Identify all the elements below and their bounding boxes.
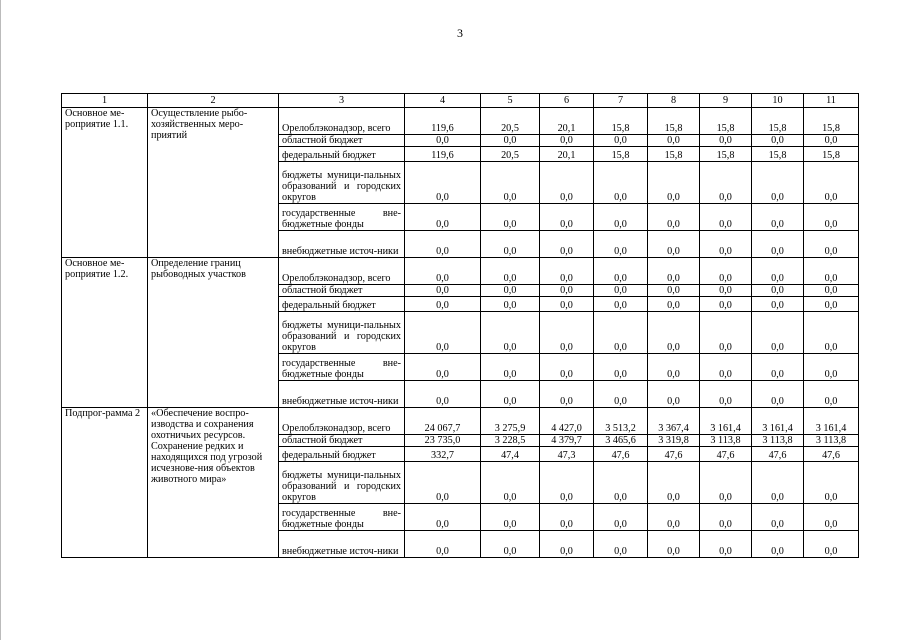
value-cell: 15,8 <box>648 147 700 162</box>
value-cell: 3 161,4 <box>700 408 752 435</box>
value-cell: 0,0 <box>481 354 540 381</box>
value-cell: 0,0 <box>804 204 859 231</box>
value-cell: 0,0 <box>700 354 752 381</box>
value-cell: 0,0 <box>405 504 481 531</box>
funding-source: бюджеты муници-пальных образований и городских округов <box>279 162 405 204</box>
value-cell: 20,1 <box>540 147 594 162</box>
program-code: Основное ме-роприятие 1.2. <box>62 258 148 408</box>
value-cell: 0,0 <box>804 354 859 381</box>
value-cell: 0,0 <box>481 312 540 354</box>
funding-source: федеральный бюджет <box>279 447 405 462</box>
value-cell: 0,0 <box>804 312 859 354</box>
value-cell: 0,0 <box>804 285 859 297</box>
value-cell: 3 319,8 <box>648 435 700 447</box>
column-header: 6 <box>540 94 594 108</box>
value-cell: 0,0 <box>752 381 804 408</box>
value-cell: 0,0 <box>594 204 648 231</box>
value-cell: 0,0 <box>752 504 804 531</box>
value-cell: 0,0 <box>804 531 859 558</box>
value-cell: 3 113,8 <box>804 435 859 447</box>
value-cell: 0,0 <box>804 462 859 504</box>
value-cell: 0,0 <box>481 297 540 312</box>
value-cell: 0,0 <box>540 135 594 147</box>
value-cell: 0,0 <box>648 312 700 354</box>
program-code: Подпрог-рамма 2 <box>62 408 148 558</box>
value-cell: 0,0 <box>594 312 648 354</box>
value-cell: 0,0 <box>594 285 648 297</box>
value-cell: 0,0 <box>752 135 804 147</box>
column-header: 8 <box>648 94 700 108</box>
value-cell: 0,0 <box>752 297 804 312</box>
funding-source: федеральный бюджет <box>279 147 405 162</box>
value-cell: 0,0 <box>700 135 752 147</box>
value-cell: 0,0 <box>540 285 594 297</box>
column-header: 4 <box>405 94 481 108</box>
value-cell: 3 513,2 <box>594 408 648 435</box>
value-cell: 0,0 <box>648 381 700 408</box>
funding-source: государственные вне-бюджетные фонды <box>279 204 405 231</box>
column-header: 7 <box>594 94 648 108</box>
value-cell: 0,0 <box>594 135 648 147</box>
value-cell: 20,5 <box>481 108 540 135</box>
value-cell: 0,0 <box>648 162 700 204</box>
value-cell: 23 735,0 <box>405 435 481 447</box>
value-cell: 0,0 <box>481 231 540 258</box>
funding-source: бюджеты муници-пальных образований и городских округов <box>279 462 405 504</box>
value-cell: 4 379,7 <box>540 435 594 447</box>
value-cell: 15,8 <box>752 108 804 135</box>
value-cell: 0,0 <box>700 258 752 285</box>
funding-source: внебюджетные источ-ники <box>279 531 405 558</box>
value-cell: 0,0 <box>540 297 594 312</box>
value-cell: 0,0 <box>540 462 594 504</box>
value-cell: 0,0 <box>540 354 594 381</box>
value-cell: 0,0 <box>594 381 648 408</box>
value-cell: 0,0 <box>752 231 804 258</box>
value-cell: 0,0 <box>804 135 859 147</box>
value-cell: 15,8 <box>752 147 804 162</box>
value-cell: 0,0 <box>752 258 804 285</box>
value-cell: 0,0 <box>700 381 752 408</box>
value-cell: 20,5 <box>481 147 540 162</box>
value-cell: 0,0 <box>700 312 752 354</box>
funding-source: внебюджетные источ-ники <box>279 381 405 408</box>
value-cell: 0,0 <box>405 531 481 558</box>
value-cell: 0,0 <box>648 531 700 558</box>
value-cell: 0,0 <box>481 531 540 558</box>
value-cell: 0,0 <box>540 531 594 558</box>
value-cell: 0,0 <box>700 204 752 231</box>
value-cell: 15,8 <box>804 147 859 162</box>
value-cell: 47,4 <box>481 447 540 462</box>
table-row <box>62 258 859 285</box>
value-cell: 0,0 <box>594 258 648 285</box>
value-cell: 3 228,5 <box>481 435 540 447</box>
funding-source: областной бюджет <box>279 435 405 447</box>
value-cell: 15,8 <box>700 147 752 162</box>
value-cell: 0,0 <box>405 381 481 408</box>
value-cell: 0,0 <box>481 462 540 504</box>
value-cell: 15,8 <box>804 108 859 135</box>
funding-source: Орелоблэконадзор, всего <box>279 408 405 435</box>
value-cell: 0,0 <box>594 531 648 558</box>
budget-table <box>61 93 859 558</box>
value-cell: 0,0 <box>648 258 700 285</box>
funding-source: Орелоблэконадзор, всего <box>279 258 405 285</box>
value-cell: 0,0 <box>648 231 700 258</box>
value-cell: 15,8 <box>700 108 752 135</box>
program-code: Основное ме-роприятие 1.1. <box>62 108 148 258</box>
value-cell: 47,6 <box>700 447 752 462</box>
value-cell: 0,0 <box>540 162 594 204</box>
value-cell: 0,0 <box>752 462 804 504</box>
value-cell: 0,0 <box>405 297 481 312</box>
value-cell: 0,0 <box>594 462 648 504</box>
value-cell: 0,0 <box>540 381 594 408</box>
funding-source: Орелоблэконадзор, всего <box>279 108 405 135</box>
value-cell: 0,0 <box>481 285 540 297</box>
value-cell: 0,0 <box>648 462 700 504</box>
value-cell: 15,8 <box>648 108 700 135</box>
value-cell: 0,0 <box>405 258 481 285</box>
value-cell: 0,0 <box>804 504 859 531</box>
funding-source: государственные вне-бюджетные фонды <box>279 354 405 381</box>
value-cell: 0,0 <box>804 258 859 285</box>
value-cell: 0,0 <box>540 504 594 531</box>
value-cell: 0,0 <box>481 135 540 147</box>
value-cell: 47,3 <box>540 447 594 462</box>
funding-source: областной бюджет <box>279 135 405 147</box>
column-header: 5 <box>481 94 540 108</box>
value-cell: 0,0 <box>700 531 752 558</box>
program-name: Осуществление рыбо-хозяйственных меро-приятий <box>148 108 279 258</box>
value-cell: 0,0 <box>648 135 700 147</box>
value-cell: 0,0 <box>481 258 540 285</box>
table-row <box>62 408 859 435</box>
value-cell: 0,0 <box>405 462 481 504</box>
value-cell: 0,0 <box>804 231 859 258</box>
value-cell: 0,0 <box>481 381 540 408</box>
funding-source: бюджеты муници-пальных образований и городских округов <box>279 312 405 354</box>
value-cell: 119,6 <box>405 108 481 135</box>
value-cell: 0,0 <box>481 162 540 204</box>
program-name: «Обеспечение воспро-изводства и сохранения охотничьих ресурсов. Сохранение редких и находящихся под угрозой исчезнове-ния объектов животного мира» <box>148 408 279 558</box>
value-cell: 0,0 <box>700 462 752 504</box>
value-cell: 0,0 <box>594 354 648 381</box>
value-cell: 0,0 <box>405 354 481 381</box>
value-cell: 0,0 <box>804 381 859 408</box>
value-cell: 15,8 <box>594 147 648 162</box>
value-cell: 0,0 <box>481 204 540 231</box>
value-cell: 3 367,4 <box>648 408 700 435</box>
value-cell: 47,6 <box>594 447 648 462</box>
value-cell: 3 465,6 <box>594 435 648 447</box>
value-cell: 0,0 <box>700 297 752 312</box>
value-cell: 0,0 <box>481 504 540 531</box>
value-cell: 0,0 <box>594 162 648 204</box>
value-cell: 47,6 <box>804 447 859 462</box>
value-cell: 0,0 <box>700 285 752 297</box>
value-cell: 0,0 <box>405 135 481 147</box>
value-cell: 0,0 <box>752 354 804 381</box>
value-cell: 3 161,4 <box>752 408 804 435</box>
value-cell: 0,0 <box>752 204 804 231</box>
value-cell: 0,0 <box>648 354 700 381</box>
value-cell: 0,0 <box>752 162 804 204</box>
value-cell: 24 067,7 <box>405 408 481 435</box>
value-cell: 3 113,8 <box>752 435 804 447</box>
page-number: 3 <box>457 26 463 40</box>
value-cell: 332,7 <box>405 447 481 462</box>
value-cell: 0,0 <box>700 504 752 531</box>
value-cell: 119,6 <box>405 147 481 162</box>
value-cell: 0,0 <box>405 204 481 231</box>
funding-source: областной бюджет <box>279 285 405 297</box>
value-cell: 0,0 <box>405 162 481 204</box>
value-cell: 0,0 <box>594 297 648 312</box>
value-cell: 0,0 <box>594 231 648 258</box>
funding-source: внебюджетные источ-ники <box>279 231 405 258</box>
value-cell: 0,0 <box>804 162 859 204</box>
value-cell: 0,0 <box>405 231 481 258</box>
value-cell: 0,0 <box>540 312 594 354</box>
value-cell: 20,1 <box>540 108 594 135</box>
value-cell: 0,0 <box>752 531 804 558</box>
column-header: 2 <box>148 94 279 108</box>
value-cell: 47,6 <box>648 447 700 462</box>
value-cell: 3 161,4 <box>804 408 859 435</box>
funding-source: федеральный бюджет <box>279 297 405 312</box>
value-cell: 0,0 <box>540 204 594 231</box>
value-cell: 3 113,8 <box>700 435 752 447</box>
value-cell: 0,0 <box>540 231 594 258</box>
value-cell: 0,0 <box>594 504 648 531</box>
value-cell: 0,0 <box>752 285 804 297</box>
value-cell: 0,0 <box>700 231 752 258</box>
value-cell: 0,0 <box>405 312 481 354</box>
column-header: 3 <box>279 94 405 108</box>
column-header: 11 <box>804 94 859 108</box>
table-row <box>62 108 859 135</box>
value-cell: 3 275,9 <box>481 408 540 435</box>
header-row <box>62 94 859 108</box>
value-cell: 0,0 <box>648 504 700 531</box>
column-header: 9 <box>700 94 752 108</box>
value-cell: 0,0 <box>540 258 594 285</box>
funding-source: государственные вне-бюджетные фонды <box>279 504 405 531</box>
column-header: 1 <box>62 94 148 108</box>
value-cell: 0,0 <box>648 297 700 312</box>
value-cell: 0,0 <box>405 285 481 297</box>
program-name: Определение границ рыбоводных участков <box>148 258 279 408</box>
column-header: 10 <box>752 94 804 108</box>
value-cell: 0,0 <box>752 312 804 354</box>
value-cell: 15,8 <box>594 108 648 135</box>
value-cell: 0,0 <box>804 297 859 312</box>
value-cell: 0,0 <box>700 162 752 204</box>
value-cell: 47,6 <box>752 447 804 462</box>
value-cell: 4 427,0 <box>540 408 594 435</box>
value-cell: 0,0 <box>648 285 700 297</box>
page-edge-line <box>0 0 1 640</box>
value-cell: 0,0 <box>648 204 700 231</box>
